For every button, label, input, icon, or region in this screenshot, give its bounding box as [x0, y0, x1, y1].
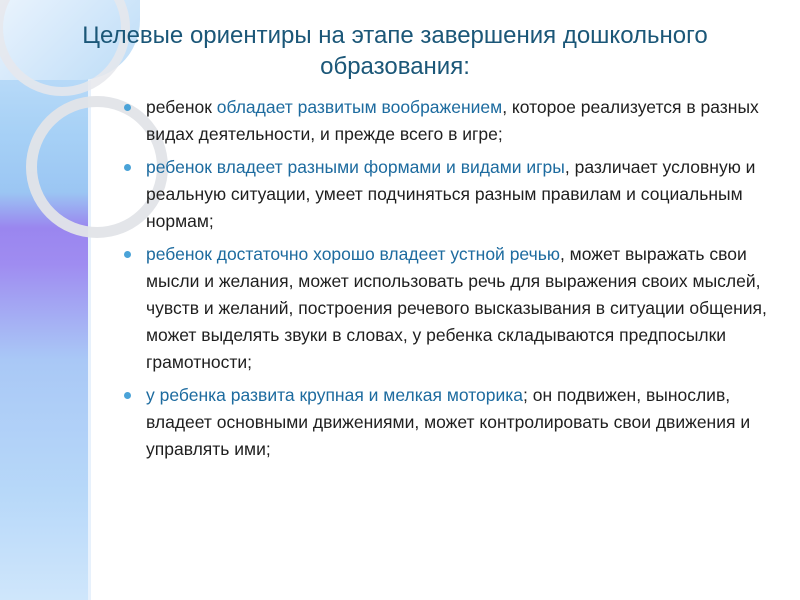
bullet-item-imagination [120, 94, 770, 148]
slide-title: Целевые ориентиры на этапе завершения дошкольного образования: [82, 22, 708, 80]
bullet-dot-icon [124, 392, 131, 399]
bullet-item-play [120, 154, 770, 235]
bullet-highlight: обладает развитым воображением [216, 97, 503, 117]
bullet-dot-icon [124, 164, 131, 171]
bullet-highlight: ребенок владеет разными формами и видами игры [146, 157, 565, 177]
bullet-text: ; он подвижен, вынослив, владеет основными движениями, может контролировать свои движения и управлять ими; [146, 385, 751, 459]
bullet-text: , может выражать свои мысли и желания, может использовать речь для выражения своих мыслей, чувств и желаний, построения речевого высказывания в ситуации общения, может выделять звуки в словах, у ребенка складываются предпосылки грамотности; [146, 244, 767, 372]
bullet-highlight: ребенок достаточно хорошо владеет устной речью [146, 244, 560, 264]
bullet-item-speech [120, 241, 770, 376]
bullet-text: , различает условную и реальную ситуации, умеет подчиняться разным правилам и социальным нормам; [146, 157, 756, 231]
bullet-prefix: ребенок [146, 97, 217, 117]
bullet-list [120, 94, 770, 469]
bullet-highlight: у ребенка развита крупная и мелкая моторика [146, 385, 524, 405]
bullet-text: , которое реализуется в разных видах деятельности, и прежде всего в игре; [146, 97, 759, 144]
bullet-dot-icon [124, 104, 131, 111]
bullet-dot-icon [124, 251, 131, 258]
bullet-item-motor-skills [120, 382, 770, 463]
